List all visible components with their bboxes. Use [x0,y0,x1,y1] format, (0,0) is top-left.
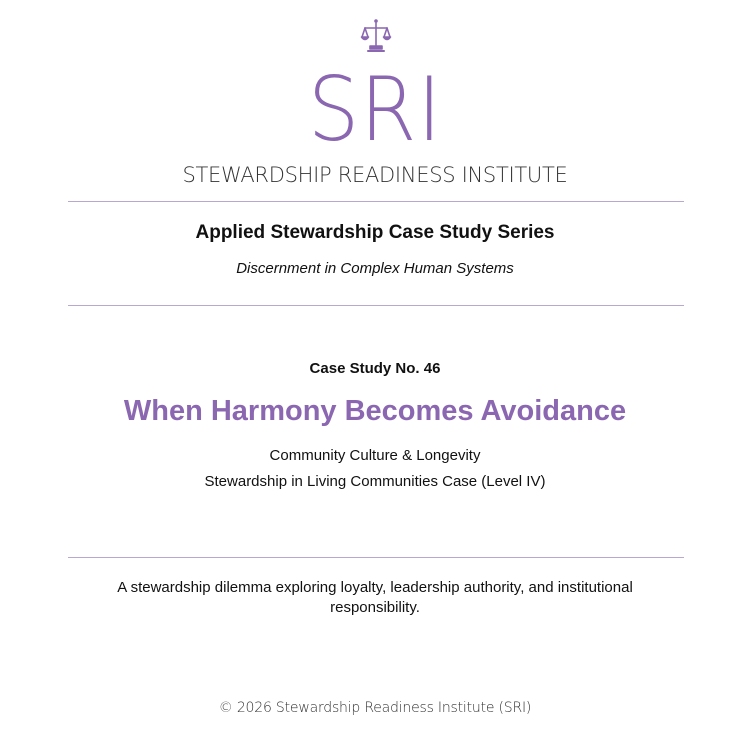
organization-name: STEWARDSHIP READINESS INSTITUTE [182,163,568,187]
series-subtitle: Discernment in Complex Human Systems [236,260,514,277]
case-title: When Harmony Becomes Avoidance [123,395,627,427]
divider [68,557,684,558]
divider [68,305,684,306]
logo-wordmark: SRI [307,58,443,161]
series-title: Applied Stewardship Case Study Series [195,222,555,243]
copyright-notice: © 2026 Stewardship Readiness Institute (SRI) [218,700,532,716]
case-category: Community Culture & Longevity [269,447,481,464]
case-description: A stewardship dilemma exploring loyalty, leadership authority, and institutional responsibility. [117,579,633,616]
case-number: Case Study No. 46 [309,360,441,377]
divider [68,201,684,202]
scales-of-justice-icon [360,18,392,54]
case-level: Stewardship in Living Communities Case (Level IV) [204,473,546,490]
